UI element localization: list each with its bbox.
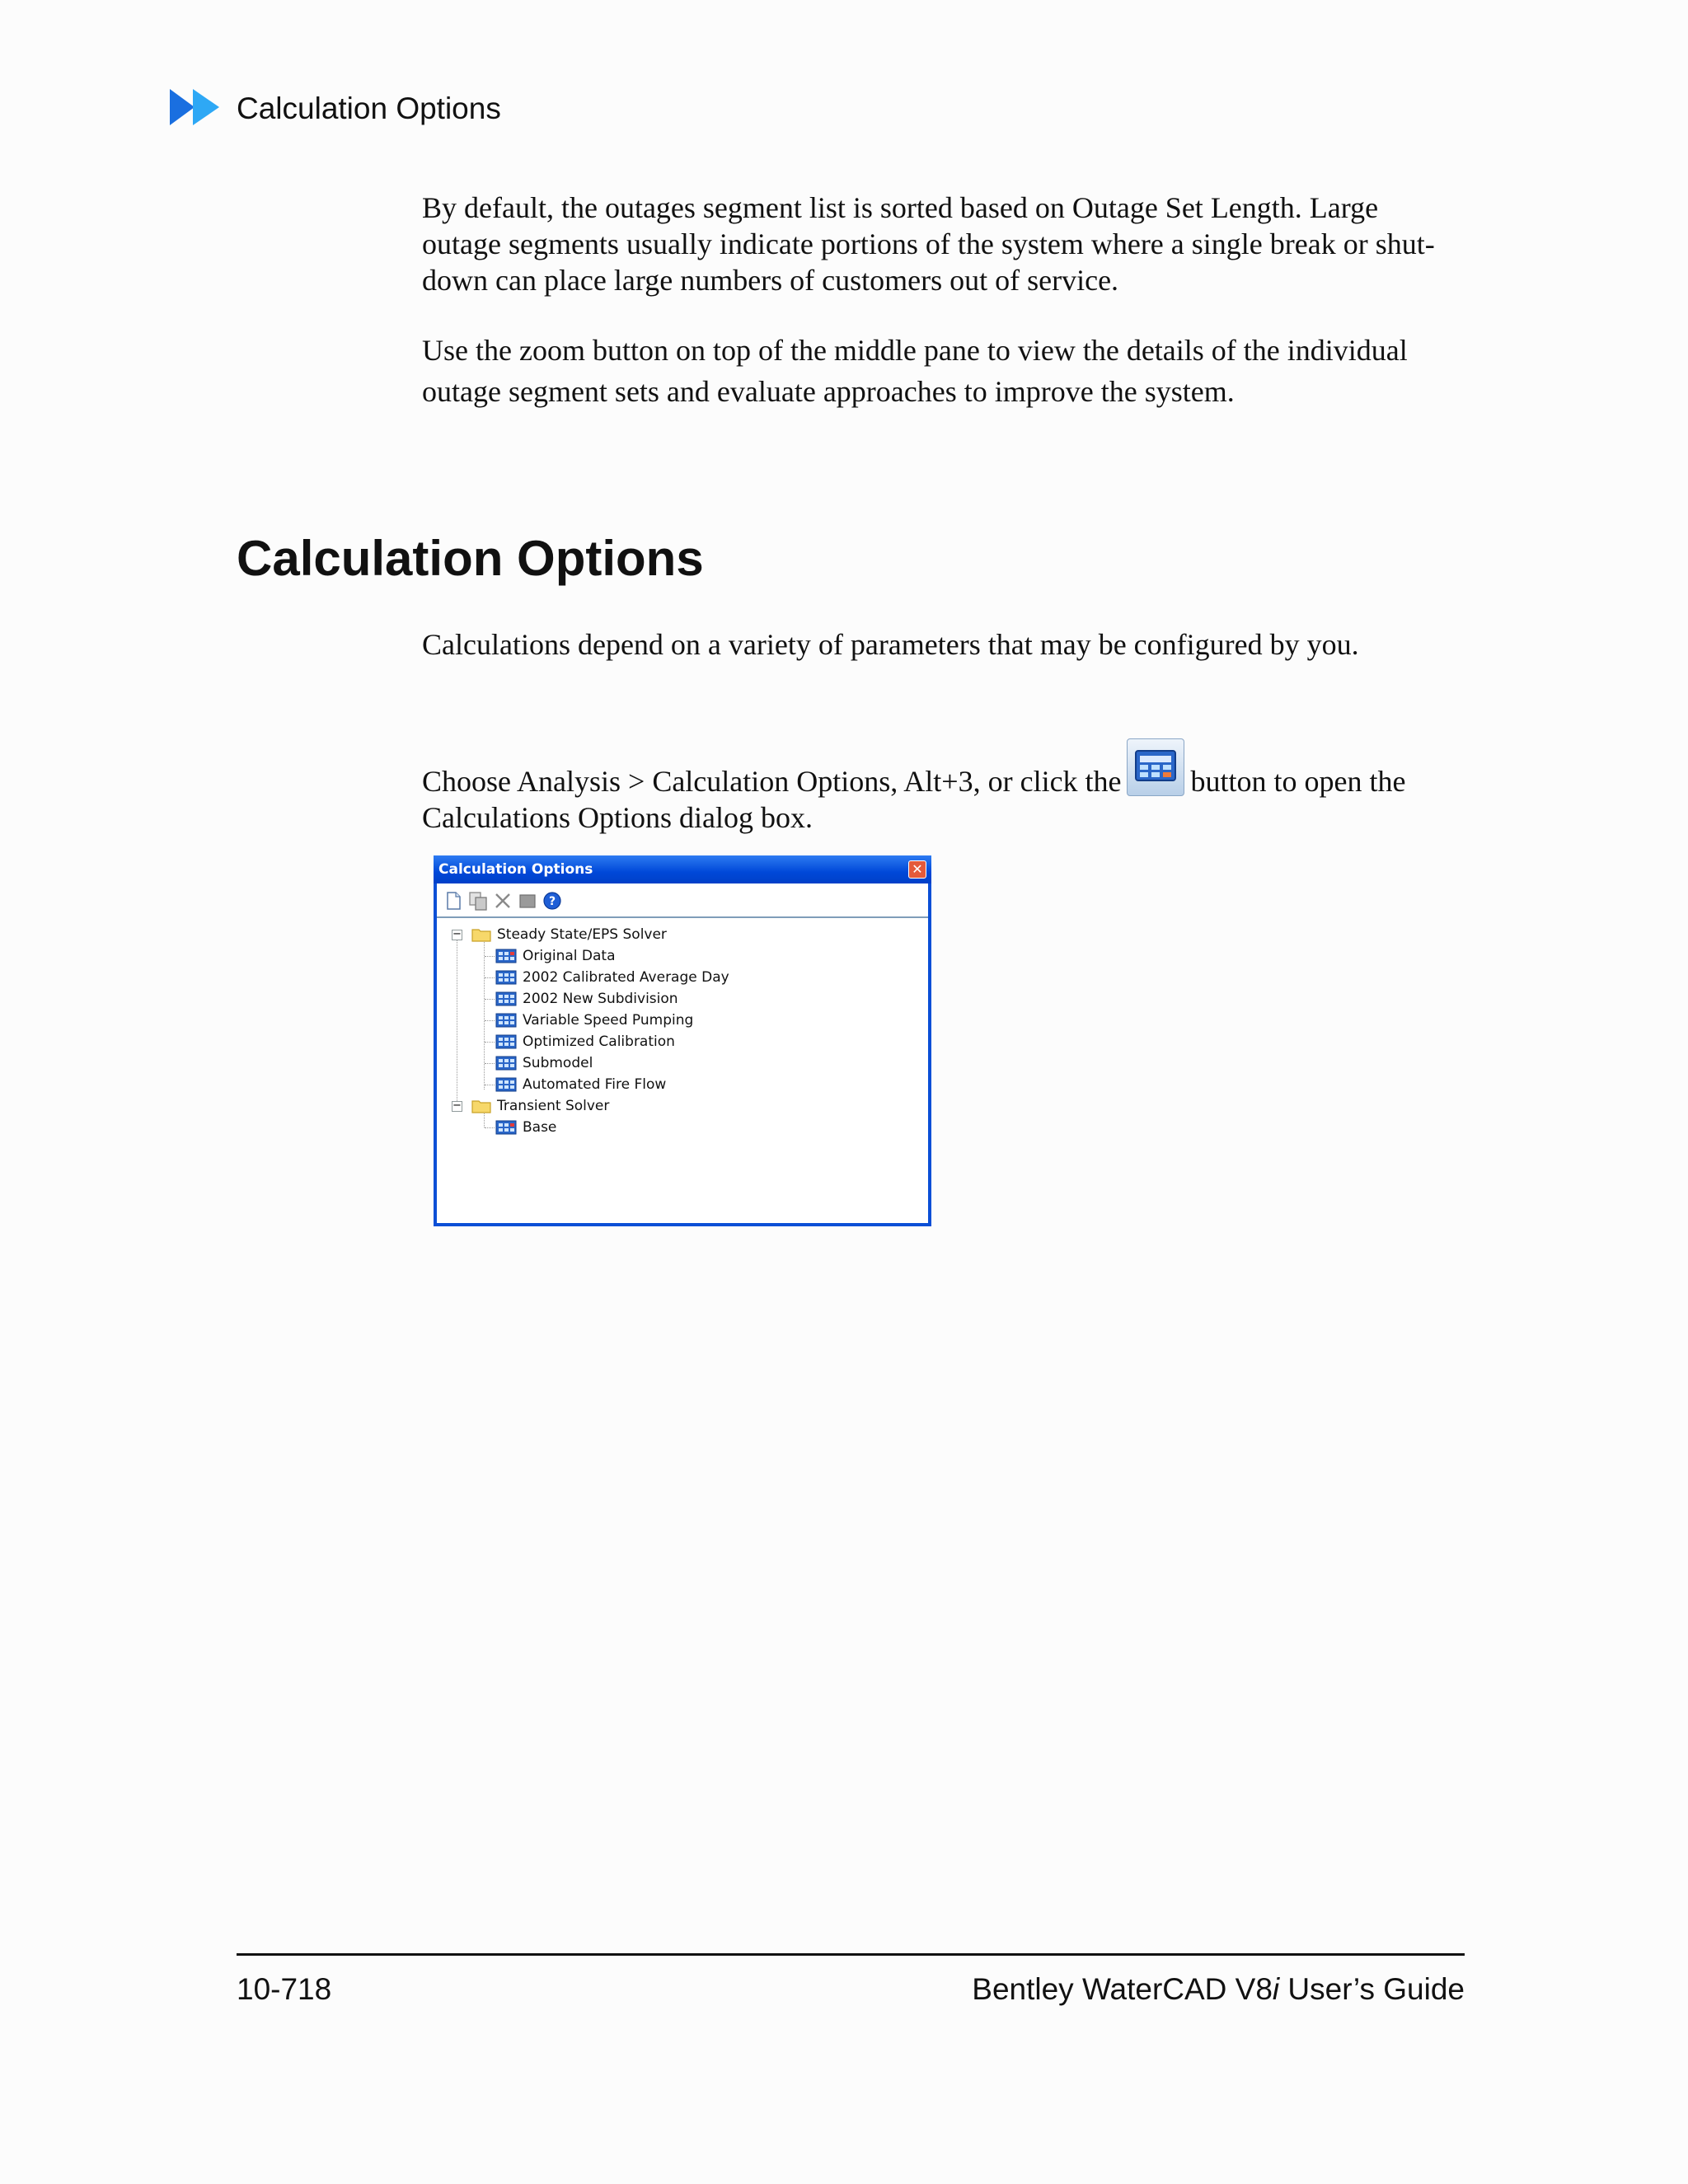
tree-connector-line [485,1063,495,1064]
open-dialog-text-before: Choose Analysis > Calculation Options, Alt+3, or click the [422,765,1122,798]
paragraph-zoom-button: Use the zoom button on top of the middle pane to view the details of the individual outage segment sets and evaluate approaches to improve the system. [422,334,1408,408]
new-icon[interactable] [443,891,463,911]
folder-icon [471,1099,491,1113]
tree-item[interactable] [437,1118,923,1137]
collapse-icon[interactable]: − [452,928,462,940]
scenario-calc-icon [495,1056,517,1071]
section-heading: Calculation Options [237,531,704,586]
tree-connector-line [485,977,495,978]
scenario-calc-icon [495,1013,517,1028]
tree-connector-line [485,1127,495,1128]
page-number: 10-718 [237,1972,332,2006]
folder-icon [471,927,491,942]
open-dialog-text-after: button to open the Calculations Options dialog box. [422,765,1406,834]
paragraph-outage-sorting: By default, the outages segment list is sorted based on Outage Set Length. Large outage segments usually indicate portions of the system where a single break or shut-down can place large numbers of customers out of service. [422,191,1435,297]
tree-item-label: Variable Speed Pumping [523,1012,694,1029]
copy-icon[interactable] [468,891,488,911]
scenario-calc-icon [495,991,517,1006]
tree-item-label: Base [523,1119,557,1136]
tree-item[interactable] [437,1075,923,1094]
tree-item[interactable] [437,1032,923,1052]
scenario-calc-icon [495,1034,517,1049]
tree-item-label: Automated Fire Flow [523,1076,667,1093]
tree-item[interactable] [437,968,923,987]
guide-title-italic: i [1272,1972,1280,2006]
paragraph-open-dialog [422,738,1461,836]
paragraph-calculations-intro: Calculations depend on a variety of parameters that may be configured by you. [422,628,1359,661]
close-icon[interactable]: ✕ [908,860,926,879]
tree-item-label: 2002 Calibrated Average Day [523,969,729,986]
running-header-title: Calculation Options [237,91,501,125]
scenario-calc-icon [495,1077,517,1092]
tree-item[interactable] [437,1010,923,1030]
footer-rule [237,1953,1465,1956]
collapse-icon[interactable]: − [452,1099,462,1112]
delete-icon[interactable] [493,891,513,911]
dialog-titlebar [434,855,931,883]
scenario-calc-icon [495,970,517,985]
guide-title-prefix: Bentley WaterCAD V8 [972,1972,1273,2006]
tree-group-label: Transient Solver [497,1098,610,1114]
calculation-options-button-icon [1127,738,1184,796]
section-marker-icon [170,89,224,125]
tree-item[interactable] [437,989,923,1009]
tree-item-label: Optimized Calibration [523,1033,675,1050]
rename-icon[interactable] [518,891,537,911]
dialog-title: Calculation Options [438,861,593,878]
guide-title [972,1970,1465,2009]
help-icon[interactable] [542,891,562,911]
tree-connector-line [485,956,495,957]
calculation-options-dialog [434,855,931,1226]
tree-item[interactable] [437,946,923,966]
tree-item-label: 2002 New Subdivision [523,991,678,1007]
tree-item-label: Submodel [523,1055,593,1071]
tree-connector-line [485,1042,495,1043]
tree-connector-line [485,999,495,1000]
tree-group-steady-state[interactable] [437,925,923,944]
tree-connector-line [485,1020,495,1021]
tree-group-transient[interactable] [437,1096,923,1116]
guide-title-suffix: User’s Guide [1279,1972,1465,2006]
scenario-calc-icon [495,949,517,963]
dialog-toolbar [437,883,928,918]
tree-item[interactable] [437,1053,923,1073]
tree-item-label: Original Data [523,948,616,964]
scenario-calc-icon [495,1120,517,1135]
svg-text:?: ? [548,895,556,908]
tree-group-label: Steady State/EPS Solver [497,926,667,943]
